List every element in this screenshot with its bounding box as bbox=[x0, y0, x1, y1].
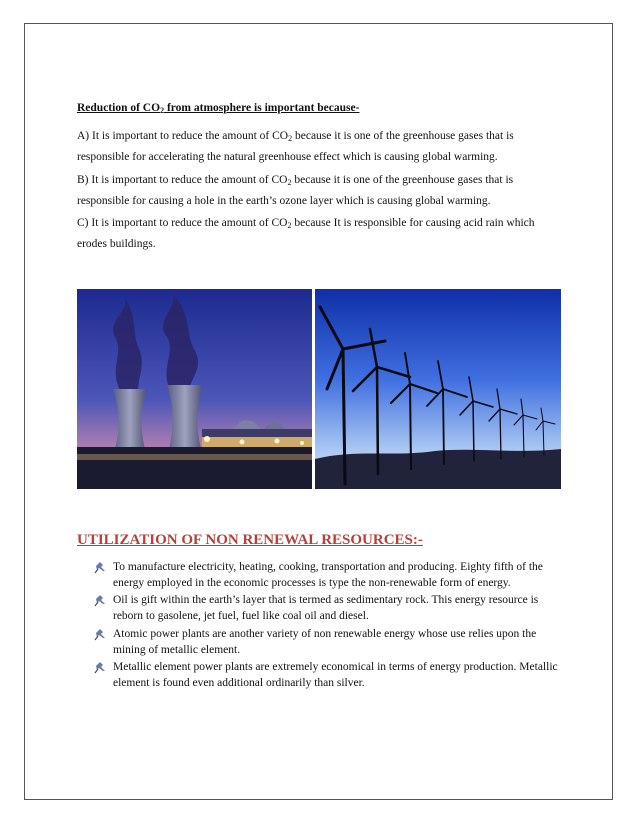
paragraph-c: C) It is important to reduce the amount of $CO_2$ because It is responsible for causing acid rain which erodes buildings. bbox=[77, 217, 535, 250]
paragraph-a: A) It is important to reduce the amount of $CO_2$ because it is one of the greenhouse gases that is responsible for accelerating the natural greenhouse effect which is causing global warming. bbox=[77, 130, 514, 163]
wind-turbines-image bbox=[315, 289, 561, 489]
power-plant-image bbox=[77, 289, 312, 489]
list-item bbox=[94, 660, 564, 691]
section-title: UTILIZATION OF NON RENEWAL RESOURCES:- bbox=[77, 532, 423, 548]
bullet-list bbox=[94, 560, 564, 694]
list-item bbox=[94, 593, 564, 624]
list-item bbox=[94, 627, 564, 658]
pushpin-bullet-icon bbox=[94, 629, 106, 641]
bullet-text: To manufacture electricity, heating, cooking, transportation and producing. Eighty fifth of the energy employed in the economic processes is type the non-renewable form of energy. bbox=[113, 561, 543, 589]
bullet-text: Atomic power plants are another variety of non renewable energy whose use relies upon the mining of metallic element. bbox=[113, 627, 537, 656]
pushpin-bullet-icon bbox=[94, 662, 106, 674]
bullet-text: Oil is gift within the earth’s layer that is termed as sedimentary rock. This energy resource is reborn to gasolene, jet fuel, fuel like coal oil and diesel. bbox=[113, 594, 539, 623]
pushpin-bullet-icon bbox=[94, 595, 106, 607]
paragraph-b: B) It is important to reduce the amount of $CO_2$ because it is one of the greenhouse gases that is responsible for causing a hole in the earth’s ozone layer which is causing global warming. bbox=[77, 174, 514, 207]
co2-heading: Reduction of $CO_2$ from atmosphere is important because- bbox=[77, 102, 360, 115]
bullet-text: Metallic element power plants are extremely economical in terms of energy production. Metallic element is found even additional ordinarily than silver. bbox=[113, 661, 558, 689]
pushpin-bullet-icon bbox=[94, 562, 106, 574]
list-item bbox=[94, 560, 564, 591]
